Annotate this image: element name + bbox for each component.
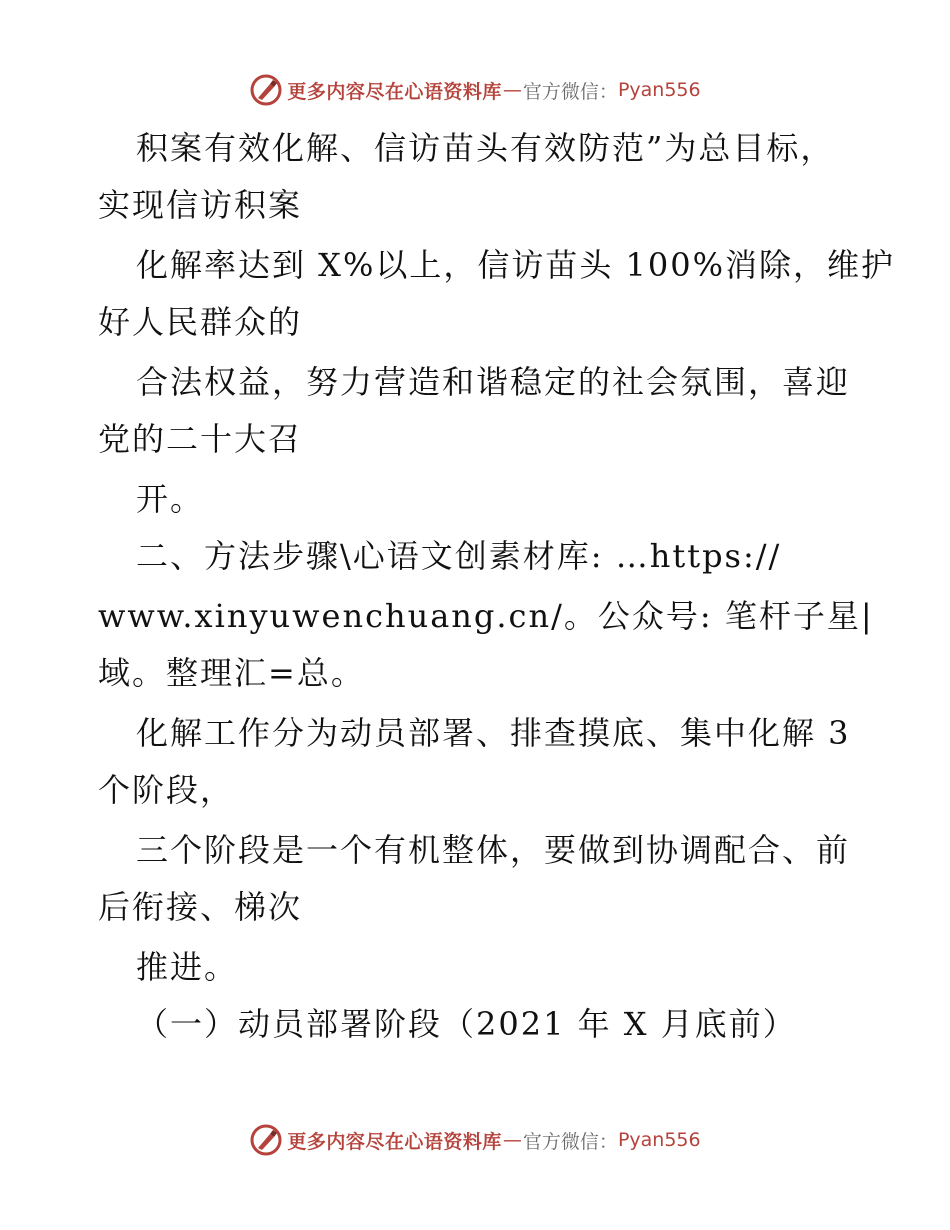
body-line: 实现信访积案	[98, 186, 303, 224]
body-line: 后衔接、梯次	[98, 888, 303, 926]
body-line: 积案有效化解、信访苗头有效防范”为总目标，	[136, 129, 835, 167]
footer-brand-text: 更多内容尽在心语资料库	[287, 1130, 502, 1153]
body-line: 化解率达到 X%以上，信访苗头 100%消除，维护	[136, 246, 896, 284]
header-brand-text: 更多内容尽在心语资料库	[287, 80, 502, 103]
pen-logo-icon	[249, 73, 283, 107]
page-footer	[0, 1120, 950, 1160]
body-line: 好人民群众的	[98, 303, 303, 341]
body-line: 三个阶段是一个有机整体，要做到协调配合、前	[136, 831, 851, 869]
header-wechat-label: 官方微信：	[522, 80, 618, 103]
section-heading: （一）动员部署阶段（2021 年 X 月底前）	[136, 1005, 797, 1043]
footer-wechat-id: Pyan556	[617, 1129, 701, 1151]
header-wechat-id: Pyan556	[617, 79, 701, 101]
page-header	[0, 70, 950, 110]
footer-separator: —	[502, 1129, 522, 1151]
body-line: 域。整理汇=总。	[98, 654, 365, 692]
body-line: 二、方法步骤\心语文创素材库: …https://	[136, 537, 782, 575]
header-separator: —	[502, 79, 522, 101]
body-line: 个阶段，	[98, 771, 235, 809]
body-line: 党的二十大召	[98, 420, 303, 458]
body-line: www.xinyuwenchuang.cn/。公众号: 笔杆子星|	[98, 597, 874, 635]
pen-logo-icon	[249, 1123, 283, 1157]
body-line: 化解工作分为动员部署、排查摸底、集中化解 3	[136, 714, 851, 752]
body-line: 合法权益，努力营造和谐稳定的社会氛围，喜迎	[136, 363, 851, 401]
footer-wechat-label: 官方微信：	[522, 1130, 618, 1153]
body-line: 开。	[136, 480, 205, 518]
body-line: 推进。	[136, 948, 239, 986]
